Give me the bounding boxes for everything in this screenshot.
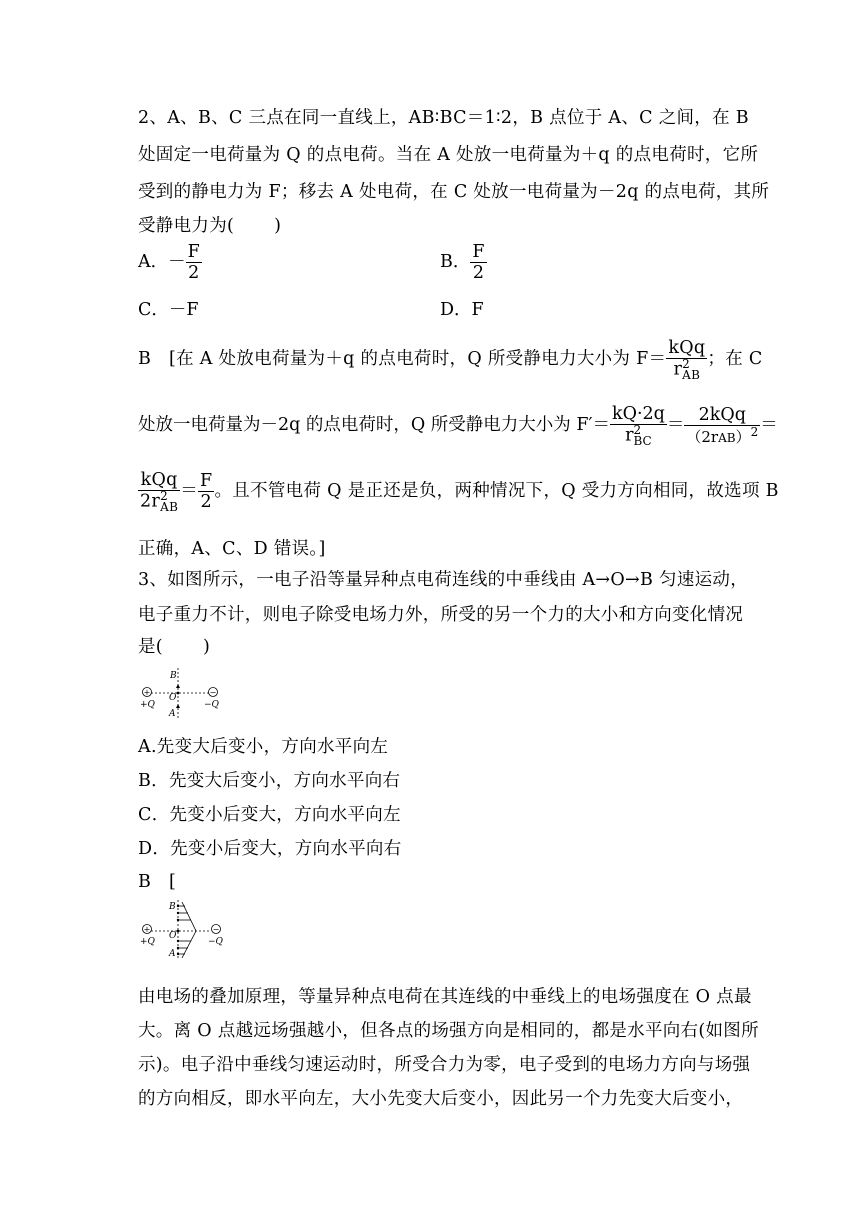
den-sup: 2 bbox=[682, 357, 691, 372]
equals-sign: ＝ bbox=[180, 480, 199, 501]
fraction-numerator: F bbox=[200, 470, 213, 491]
fraction bbox=[186, 242, 202, 283]
q2-stem-line-4-a: 受静电力为( bbox=[138, 216, 235, 236]
q2-answer-line-2 bbox=[138, 404, 778, 447]
fraction-numerator: kQ·2q bbox=[612, 404, 665, 424]
q3-stem-line-3 bbox=[138, 633, 210, 658]
den-sub: AB bbox=[718, 430, 736, 445]
field-arrow-dots bbox=[177, 905, 180, 955]
fraction-numerator: F bbox=[472, 242, 485, 262]
q3-answer-start: B [ bbox=[138, 872, 177, 892]
field-lines-figure bbox=[138, 894, 238, 960]
fraction bbox=[684, 405, 760, 446]
answer-text: B [在 A 处放电荷量为＋q 的点电荷时，Q 所受静电力大小为 F＝ bbox=[138, 348, 667, 369]
stem-text: 是( bbox=[138, 637, 163, 657]
fraction-numerator: F bbox=[187, 242, 200, 262]
q3-stem-line-2: 电子重力不计，则电子除受电场力外，所受的另一个力的大小和方向变化情况 bbox=[138, 605, 744, 625]
q2-stem-line-2: 处固定一电荷量为 Q 的点电荷。当在 A 处放一电荷量为＋q 的点电荷时，它所 bbox=[138, 145, 759, 165]
den-scripts bbox=[682, 359, 700, 381]
option-label: A． bbox=[138, 252, 169, 273]
label-minus-q: −Q bbox=[204, 700, 219, 710]
point bbox=[177, 919, 179, 921]
minus-sign: − bbox=[212, 925, 220, 934]
label-plus-q: +Q bbox=[140, 700, 155, 710]
fraction-denominator: 2 bbox=[200, 491, 212, 512]
label-b: B bbox=[169, 902, 176, 912]
q2-stem-line-3: 受到的静电力为 F；移去 A 处电荷，在 C 处放一电荷量为－2q 的点电荷，其所 bbox=[138, 182, 770, 202]
label-plus-q: +Q bbox=[140, 937, 155, 947]
q2-option-a bbox=[138, 242, 202, 283]
point bbox=[177, 953, 179, 955]
q3-option-c: C．先变小后变大，方向水平向左 bbox=[138, 805, 401, 825]
den-sup: 2 bbox=[750, 424, 759, 439]
q3-stem-line-1: 3、如图所示，一电子沿等量异种点电荷连线的中垂线由 A→O→B 匀速运动， bbox=[138, 570, 749, 590]
point bbox=[177, 947, 179, 949]
fraction bbox=[138, 470, 180, 513]
q2-option-c bbox=[138, 296, 199, 321]
point-o bbox=[177, 930, 180, 933]
q2-answer-line-1 bbox=[138, 338, 763, 381]
fraction-denominator bbox=[610, 425, 667, 447]
option-text: F bbox=[471, 300, 484, 320]
den-sup: 2 bbox=[633, 423, 642, 438]
den-close: ） bbox=[735, 427, 751, 446]
label-minus-q: −Q bbox=[208, 937, 223, 947]
fraction-denominator bbox=[138, 491, 180, 513]
fraction-denominator: 2 bbox=[188, 263, 200, 284]
q2-answer-line-4: 正确，A、C、D 错误。] bbox=[138, 539, 326, 559]
den-base: 2r bbox=[140, 491, 161, 512]
option-sign: － bbox=[168, 252, 186, 273]
arrow-up-icon bbox=[176, 704, 180, 708]
q3-option-a: A.先变大后变小，方向水平向左 bbox=[138, 737, 389, 757]
fraction bbox=[610, 404, 667, 447]
q3-explanation-line-2: 大。离 O 点越远场强越小，但各点的场强方向是相同的，都是水平向右(如图所 bbox=[138, 1021, 759, 1041]
q2-stem-line-1: 2、A、B、C 三点在同一直线上，AB∶BC＝1∶2，B 点位于 A、C 之间，在 B bbox=[138, 108, 749, 128]
option-label: D． bbox=[440, 300, 472, 320]
field-envelope bbox=[182, 902, 196, 958]
plus-sign: + bbox=[143, 925, 151, 934]
stem-text: ) bbox=[202, 637, 211, 657]
den-scripts bbox=[160, 491, 178, 513]
arrow-up-icon bbox=[176, 684, 180, 688]
option-text: －F bbox=[168, 300, 199, 320]
q2-option-b bbox=[440, 242, 487, 283]
den-base: r bbox=[625, 425, 634, 446]
label-a: A bbox=[169, 949, 176, 959]
point bbox=[177, 912, 179, 914]
fraction-numerator: kQq bbox=[668, 338, 706, 358]
den-sub: AB bbox=[682, 367, 701, 382]
fraction-denominator bbox=[684, 426, 760, 446]
answer-text: 。且不管电荷 Q 是正还是负，两种情况下，Q 受力方向相同，故选项 B bbox=[214, 480, 779, 501]
label-o: O bbox=[169, 931, 177, 941]
option-label: C． bbox=[138, 300, 169, 320]
point bbox=[177, 940, 179, 942]
fraction-denominator bbox=[666, 359, 707, 381]
den-sub: BC bbox=[633, 433, 652, 448]
equals-sign: ＝ bbox=[666, 414, 685, 435]
fraction-numerator: kQq bbox=[138, 470, 180, 491]
answer-text: 处放一电荷量为－2q 的点电荷时，Q 所受静电力大小为 F′＝ bbox=[138, 414, 610, 435]
q2-stem-line-4 bbox=[138, 212, 281, 237]
label-b: B bbox=[170, 671, 177, 681]
fraction-denominator: 2 bbox=[472, 263, 485, 284]
fraction bbox=[666, 338, 707, 381]
q2-stem-line-4-b: ) bbox=[274, 216, 282, 236]
point bbox=[177, 905, 179, 907]
den-base: r bbox=[673, 359, 683, 380]
charge-diagram-figure bbox=[138, 662, 228, 720]
q2-option-d bbox=[440, 296, 484, 321]
fraction-numerator: 2kQq bbox=[684, 405, 760, 426]
answer-text: ；在 C bbox=[707, 348, 763, 369]
fraction bbox=[198, 471, 214, 512]
den-base: （2r bbox=[686, 427, 719, 446]
den-sub: AB bbox=[160, 499, 179, 514]
label-o: O bbox=[169, 693, 177, 703]
point-o bbox=[177, 692, 180, 695]
q3-option-b: B．先变大后变小，方向水平向右 bbox=[138, 771, 401, 791]
den-scripts bbox=[634, 425, 652, 447]
q2-answer-line-3 bbox=[138, 470, 779, 513]
q3-option-d: D．先变小后变大，方向水平向右 bbox=[138, 839, 402, 859]
q3-explanation-line-3: 示)。电子沿中垂线匀速运动时，所受合力为零，电子受到的电场力方向与场强 bbox=[138, 1055, 751, 1075]
den-sup: 2 bbox=[160, 489, 169, 504]
option-label: B． bbox=[440, 252, 471, 273]
fraction bbox=[470, 242, 486, 283]
plus-sign: + bbox=[143, 688, 151, 697]
field-arrows bbox=[178, 906, 191, 954]
equals-sign: ＝ bbox=[760, 414, 778, 435]
q3-explanation-line-4: 的方向相反，即水平向左，大小先变大后变小，因此另一个力先变大后变小， bbox=[138, 1089, 744, 1109]
minus-sign: − bbox=[209, 688, 217, 697]
q3-explanation-line-1: 由电场的叠加原理，等量异种点电荷在其连线的中垂线上的电场强度在 O 点最 bbox=[138, 987, 752, 1007]
label-a: A bbox=[169, 709, 176, 719]
